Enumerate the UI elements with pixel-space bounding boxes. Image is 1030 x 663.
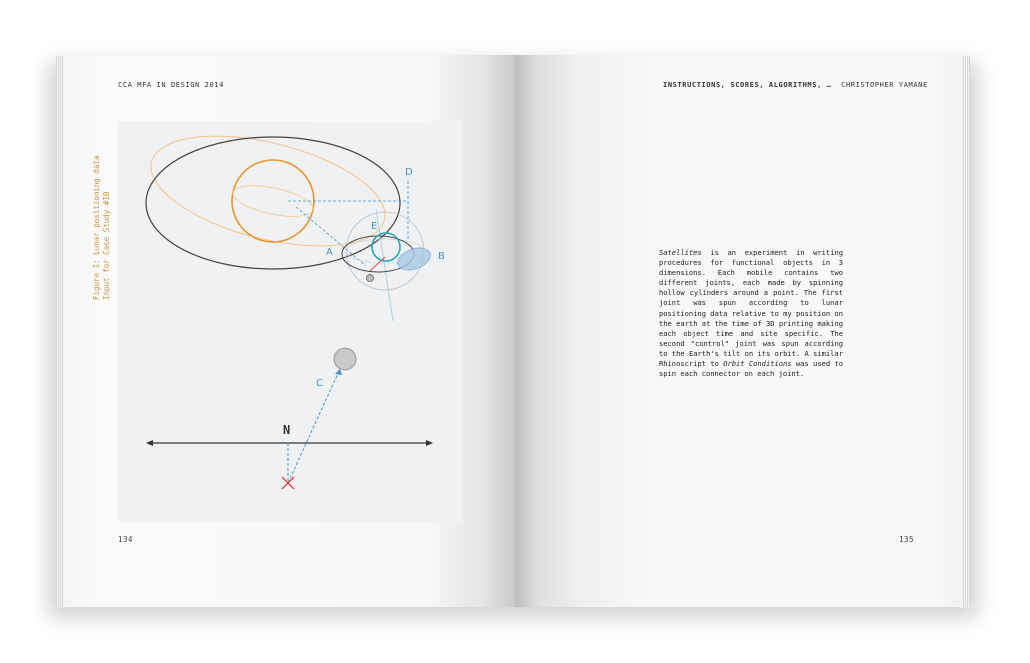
page-number-left: 134 bbox=[118, 535, 134, 544]
running-head-author: CHRISTOPHER YAMANE bbox=[841, 81, 928, 89]
running-head-left: CCA MFA IN DESIGN 2014 bbox=[118, 81, 224, 89]
vector-c-arrowhead bbox=[335, 369, 342, 375]
lunar-positioning-figure bbox=[118, 121, 463, 522]
orange-sphere-equator bbox=[230, 180, 316, 222]
label-e: E bbox=[371, 221, 378, 232]
inclined-orbit-ellipse bbox=[140, 121, 396, 267]
label-b: B bbox=[438, 251, 445, 262]
right-page bbox=[515, 55, 962, 607]
vector-c bbox=[288, 369, 340, 483]
label-d: D bbox=[405, 167, 413, 178]
figure-caption-line1: Figure 1: Lunar positioning data bbox=[92, 155, 101, 300]
moon-small bbox=[367, 275, 374, 282]
orbit-diagram bbox=[118, 121, 463, 522]
body-text-2: was used to spin each connector on each joint. bbox=[659, 359, 843, 379]
figure-caption bbox=[92, 156, 112, 301]
tilt-axis bbox=[376, 209, 393, 321]
figure-caption-line2: Input for Case Study #10 bbox=[102, 191, 111, 300]
teal-circle bbox=[372, 233, 400, 261]
left-page bbox=[64, 55, 515, 607]
moon bbox=[334, 348, 356, 370]
main-orbit-ellipse bbox=[146, 137, 400, 269]
body-italic-satellites: Satellites bbox=[659, 248, 702, 257]
horizon-arrow-right bbox=[426, 440, 433, 446]
horizon-arrow-left bbox=[146, 440, 153, 446]
body-italic-orbit: Orbit Conditions bbox=[723, 359, 792, 369]
body-text-1: is an experiment in writing procedures for functional objects in 3 dimensions. Each mobile contains two different joints, each made by spinning hollow cylinders around a point. The first joint was spun according to lunar positioning data relative to my position on the earth at the time of 3D printing making each object time and site specific. The second "control" joint was spun according to the Earth's tilt on its orbit. A similar Rhinoscript to bbox=[659, 248, 843, 369]
orange-sphere bbox=[232, 160, 314, 242]
label-c: C bbox=[316, 378, 323, 389]
label-a: A bbox=[326, 247, 333, 258]
running-head-title: INSTRUCTIONS, SCORES, ALGORITHMS, … bbox=[663, 81, 832, 89]
page-number-right: 135 bbox=[899, 535, 915, 544]
body-paragraph bbox=[659, 248, 843, 379]
running-head-right bbox=[663, 81, 928, 89]
label-n: N bbox=[283, 423, 291, 437]
